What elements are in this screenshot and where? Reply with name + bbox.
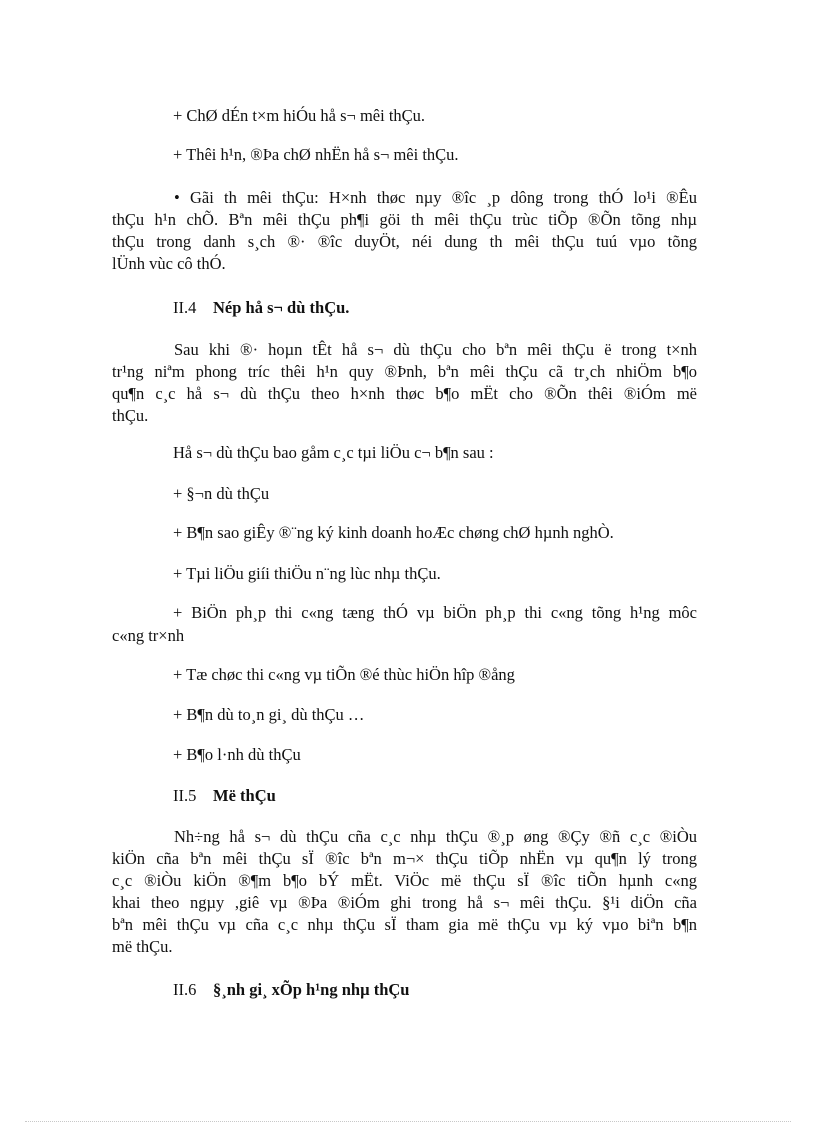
paragraph-line: qu¶n c¸c hå s¬ dù thÇu theo h×nh thøc b¶o mËt cho ®Õn thêi ®iÓm më bbox=[112, 384, 697, 403]
paragraph-line: bªn mêi thÇu vµ cña c¸c nhµ thÇu sÏ tham gia më thÇu vµ ký vµo biªn b¶n bbox=[112, 915, 697, 934]
paragraph-line: thÇu h¹n chÕ. Bªn mêi thÇu ph¶i göi th mêi thÇu trùc tiÕp ®Õn tõng nhµ bbox=[112, 210, 697, 229]
paragraph-line: kiÖn cña bªn mêi thÇu sÏ ®îc bªn m¬× thÇu tiÕp nhËn vµ qu¶n lý trong bbox=[112, 849, 697, 868]
paragraph-line: + BiÖn ph¸p thi c«ng tæng thÓ vµ biÖn ph¸p thi c«ng tõng h¹ng môc bbox=[173, 603, 697, 622]
section-number: II.5 bbox=[173, 786, 197, 805]
paragraph-line: Nh÷ng hå s¬ dù thÇu cña c¸c nhµ thÇu ®¸p øng ®Çy ®ñ c¸c ®iÒu bbox=[174, 827, 697, 846]
paragraph-line: tr¹ng niªm phong tríc thêi h¹n quy ®Þnh, bªn mêi thÇu cã tr¸ch nhiÖm b¶o bbox=[112, 362, 697, 381]
list-item-organization: + Tæ chøc thi c«ng vµ tiÕn ®é thùc hiÖn hîp ®ång bbox=[173, 665, 515, 684]
page-bottom-divider bbox=[25, 1121, 791, 1122]
list-item-capability: + Tµi liÖu giíi thiÖu n¨ng lùc nhµ thÇu. bbox=[173, 564, 441, 583]
section-title: Nép hå s¬ dù thÇu. bbox=[213, 298, 350, 317]
paragraph-line: më thÇu. bbox=[112, 937, 173, 956]
section-number: II.6 bbox=[173, 980, 197, 999]
list-intro: Hå s¬ dù thÇu bao gåm c¸c tµi liÖu c¬ b¶n sau : bbox=[173, 443, 494, 462]
paragraph-line: c«ng tr×nh bbox=[112, 626, 185, 645]
paragraph-line: c¸c ®iÒu kiÖn ®¶m b¶o bÝ mËt. ViÖc më thÇu sÏ ®îc tiÕn hµnh c«ng bbox=[112, 871, 697, 890]
section-heading-2-5 bbox=[173, 786, 276, 806]
list-item-guidance: + ChØ dÉn t×m hiÓu hå s¬ mêi thÇu. bbox=[173, 106, 426, 125]
list-item-deadline: + Thêi h¹n, ®Þa chØ nhËn hå s¬ mêi thÇu. bbox=[173, 145, 459, 164]
section-number: II.4 bbox=[173, 298, 197, 317]
section-title: Më thÇu bbox=[213, 786, 276, 805]
paragraph-line: Sau khi ®· hoµn tÊt hå s¬ dù thÇu cho bªn mêi thÇu ë trong t×nh bbox=[174, 340, 697, 359]
section-title: §¸nh gi¸ xÕp h¹ng nhµ thÇu bbox=[213, 980, 410, 999]
section-heading-2-6 bbox=[173, 980, 410, 1000]
paragraph-line: khai theo ngµy ,giê vµ ®Þa ®iÓm ghi trong hå s¬ mêi thÇu. §¹i diÖn cña bbox=[112, 893, 697, 912]
list-item-bid-guarantee: + B¶o l·nh dù thÇu bbox=[173, 745, 301, 764]
section-heading-2-4 bbox=[173, 298, 349, 318]
list-item-application: + §¬n dù thÇu bbox=[173, 484, 270, 503]
paragraph-line: lÜnh vùc cô thÓ. bbox=[112, 254, 226, 273]
list-item-license-copy: + B¶n sao giÊy ®¨ng ký kinh doanh hoÆc chøng chØ hµnh nghÒ. bbox=[173, 523, 614, 542]
paragraph-line: thÇu trong danh s¸ch ®· ®îc duyÖt, néi dung th mêi thÇu tuú vµo tõng bbox=[112, 232, 697, 251]
list-item-cost-estimate: + B¶n dù to¸n gi¸ dù thÇu … bbox=[173, 705, 365, 724]
paragraph-line: thÇu. bbox=[112, 406, 149, 425]
paragraph-line: • Gãi th mêi thÇu: H×nh thøc nµy ®îc ¸p dông trong thÓ lo¹i ®Êu bbox=[174, 188, 697, 207]
